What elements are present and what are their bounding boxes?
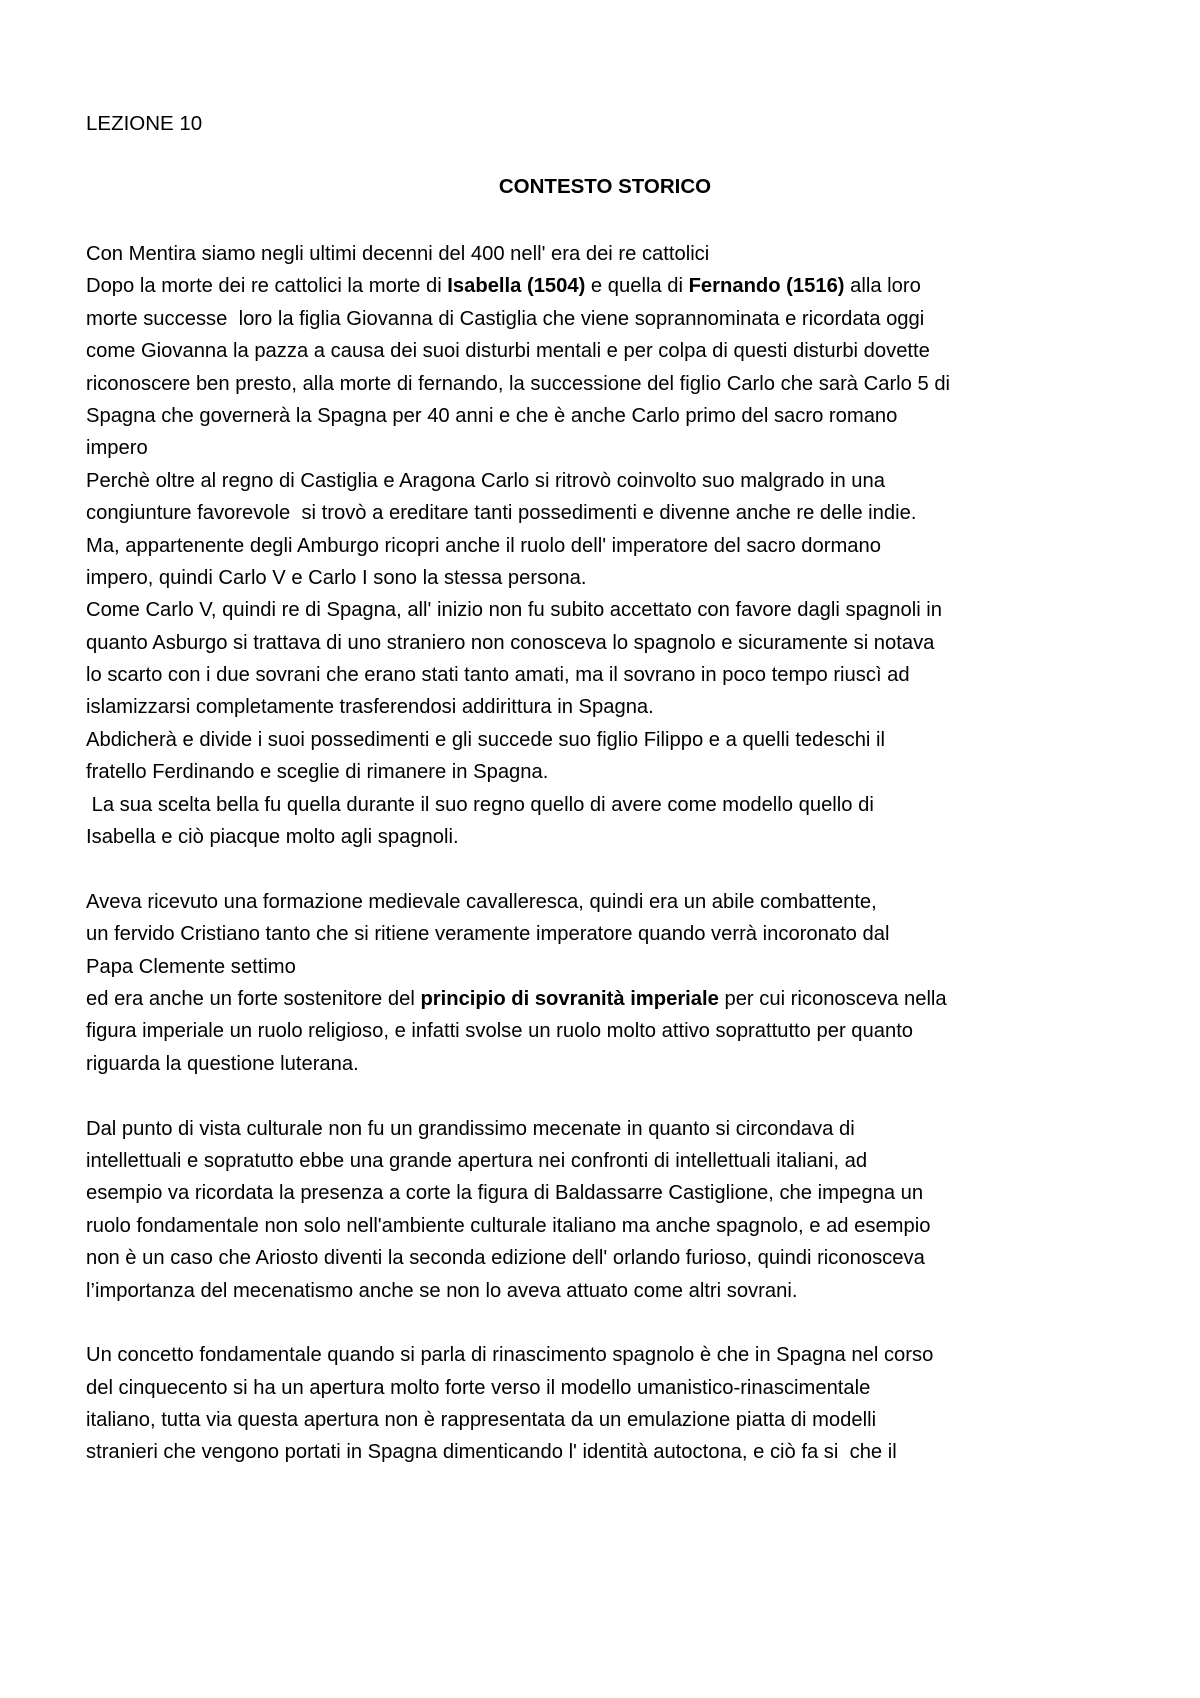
text-line: [86, 335, 950, 367]
text-segment: intellettuali e sopratutto ebbe una grande apertura nei confronti di intellettuali italiani, ad: [86, 1149, 868, 1172]
text-segment: islamizzarsi completamente trasferendosi addirittura in Spagna.: [86, 696, 654, 719]
text-segment: La sua scelta bella fu quella durante il suo regno quello di avere come modello quello di: [86, 793, 874, 816]
text-line: [86, 1145, 950, 1177]
text-line: [86, 1210, 950, 1242]
text-line: [86, 724, 950, 756]
text-line: [86, 1177, 950, 1209]
text-line: [86, 1113, 950, 1145]
text-line: [86, 918, 950, 950]
text-line: [86, 659, 950, 691]
text-line: [86, 238, 950, 270]
text-line: [86, 1015, 950, 1047]
text-segment: Dopo la morte dei re cattolici la morte di: [86, 275, 448, 298]
text-segment: ruolo fondamentale non solo nell'ambiente culturale italiano ma anche spagnolo, e ad esempio: [86, 1214, 931, 1237]
text-segment: Come Carlo V, quindi re di Spagna, all' inizio non fu subito accettato con favore dagli spagnoli in: [86, 599, 942, 622]
bold-text: principio di sovranità imperiale: [420, 987, 719, 1010]
text-segment: stranieri che vengono portati in Spagna dimenticando l' identità autoctona, e ciò fa si che il: [86, 1441, 897, 1464]
text-line: [86, 886, 950, 918]
text-line: [86, 400, 950, 432]
text-segment: ed era anche un forte sostenitore del: [86, 987, 421, 1010]
text-line: [86, 1404, 950, 1436]
text-line: [86, 1275, 950, 1307]
text-line: [86, 594, 950, 626]
text-line: [86, 497, 950, 529]
text-line: [86, 691, 950, 723]
text-segment: Dal punto di vista culturale non fu un grandissimo mecenate in quanto si circondava di: [86, 1117, 855, 1140]
text-segment: Spagna che governerà la Spagna per 40 anni e che è anche Carlo primo del sacro romano: [86, 404, 898, 427]
text-segment: per cui riconosceva nella: [718, 987, 947, 1010]
text-segment: morte successe loro la figlia Giovanna di Castiglia che viene soprannominata e ricordata oggi: [86, 307, 925, 330]
text-line: [86, 368, 950, 400]
text-line: [86, 1339, 950, 1371]
text-segment: impero: [86, 437, 148, 460]
text-line: [86, 1048, 950, 1080]
text-line: [86, 951, 950, 983]
lesson-heading: LEZIONE 10: [86, 112, 203, 135]
text-line: [86, 432, 950, 464]
text-segment: Isabella e ciò piacque molto agli spagnoli.: [86, 826, 459, 849]
section-title: CONTESTO STORICO: [498, 175, 712, 198]
blank-line: [86, 1307, 950, 1339]
text-line: [86, 1372, 950, 1404]
text-line: [86, 1436, 950, 1468]
text-segment: un fervido Cristiano tanto che si ritiene veramente imperatore quando verrà incoronato dal: [86, 923, 890, 946]
text-segment: Con Mentira siamo negli ultimi decenni del 400 nell' era dei re cattolici: [86, 243, 710, 265]
text-line: [86, 465, 950, 497]
text-segment: congiunture favorevole si trovò a ereditare tanti possedimenti e divenne anche re delle indie.: [86, 502, 917, 525]
text-segment: Abdicherà e divide i suoi possedimenti e gli succede suo figlio Filippo e a quelli tedeschi il: [86, 728, 885, 751]
text-segment: esempio va ricordata la presenza a corte la figura di Baldassarre Castiglione, che impegna un: [86, 1182, 924, 1205]
text-line: [86, 756, 950, 788]
text-segment: e quella di: [585, 275, 689, 298]
bold-text: Fernando (1516): [688, 275, 845, 298]
text-segment: fratello Ferdinando e sceglie di rimanere in Spagna.: [86, 761, 549, 784]
text-segment: Papa Clemente settimo: [86, 955, 296, 978]
text-segment: Aveva ricevuto una formazione medievale cavalleresca, quindi era un abile combattente,: [86, 890, 877, 913]
text-segment: riguarda la questione luterana.: [86, 1052, 359, 1075]
text-line: [86, 1242, 950, 1274]
document-body: [86, 238, 950, 1469]
text-segment: quanto Asburgo si trattava di uno straniero non conosceva lo spagnolo e sicuramente si notava: [86, 631, 935, 654]
text-segment: del cinquecento si ha un apertura molto forte verso il modello umanistico-rinascimentale: [86, 1376, 871, 1399]
text-line: [86, 821, 950, 853]
bold-text: Isabella (1504): [447, 275, 586, 298]
blank-line: [86, 1080, 950, 1112]
text-line: [86, 627, 950, 659]
text-segment: riconoscere ben presto, alla morte di fernando, la successione del figlio Carlo che sarà Carlo 5 di: [86, 372, 951, 395]
text-segment: figura imperiale un ruolo religioso, e infatti svolse un ruolo molto attivo soprattutto per quanto: [86, 1020, 914, 1043]
text-segment: italiano, tutta via questa apertura non è rappresentata da un emulazione piatta di modelli: [86, 1409, 877, 1432]
blank-line: [86, 853, 950, 885]
text-segment: Un concetto fondamentale quando si parla di rinascimento spagnolo è che in Spagna nel corso: [86, 1344, 934, 1367]
text-line: [86, 789, 950, 821]
text-line: [86, 562, 950, 594]
text-line: [86, 303, 950, 335]
text-segment: non è un caso che Ariosto diventi la seconda edizione dell' orlando furioso, quindi riconosceva: [86, 1247, 925, 1270]
text-segment: Ma, appartenente degli Amburgo ricopri anche il ruolo dell' imperatore del sacro dormano: [86, 534, 881, 557]
text-segment: lo scarto con i due sovrani che erano stati tanto amati, ma il sovrano in poco tempo riuscì ad: [86, 664, 910, 687]
text-segment: Perchè oltre al regno di Castiglia e Aragona Carlo si ritrovò coinvolto suo malgrado in una: [86, 469, 885, 492]
text-segment: alla loro: [844, 275, 921, 298]
text-line: [86, 983, 950, 1015]
text-segment: come Giovanna la pazza a causa dei suoi disturbi mentali e per colpa di questi disturbi dovette: [86, 340, 930, 363]
text-segment: l’importanza del mecenatismo anche se non lo aveva attuato come altri sovrani.: [86, 1279, 798, 1302]
text-line: [86, 270, 950, 302]
text-segment: impero, quindi Carlo V e Carlo I sono la stessa persona.: [86, 566, 587, 589]
text-line: [86, 530, 950, 562]
